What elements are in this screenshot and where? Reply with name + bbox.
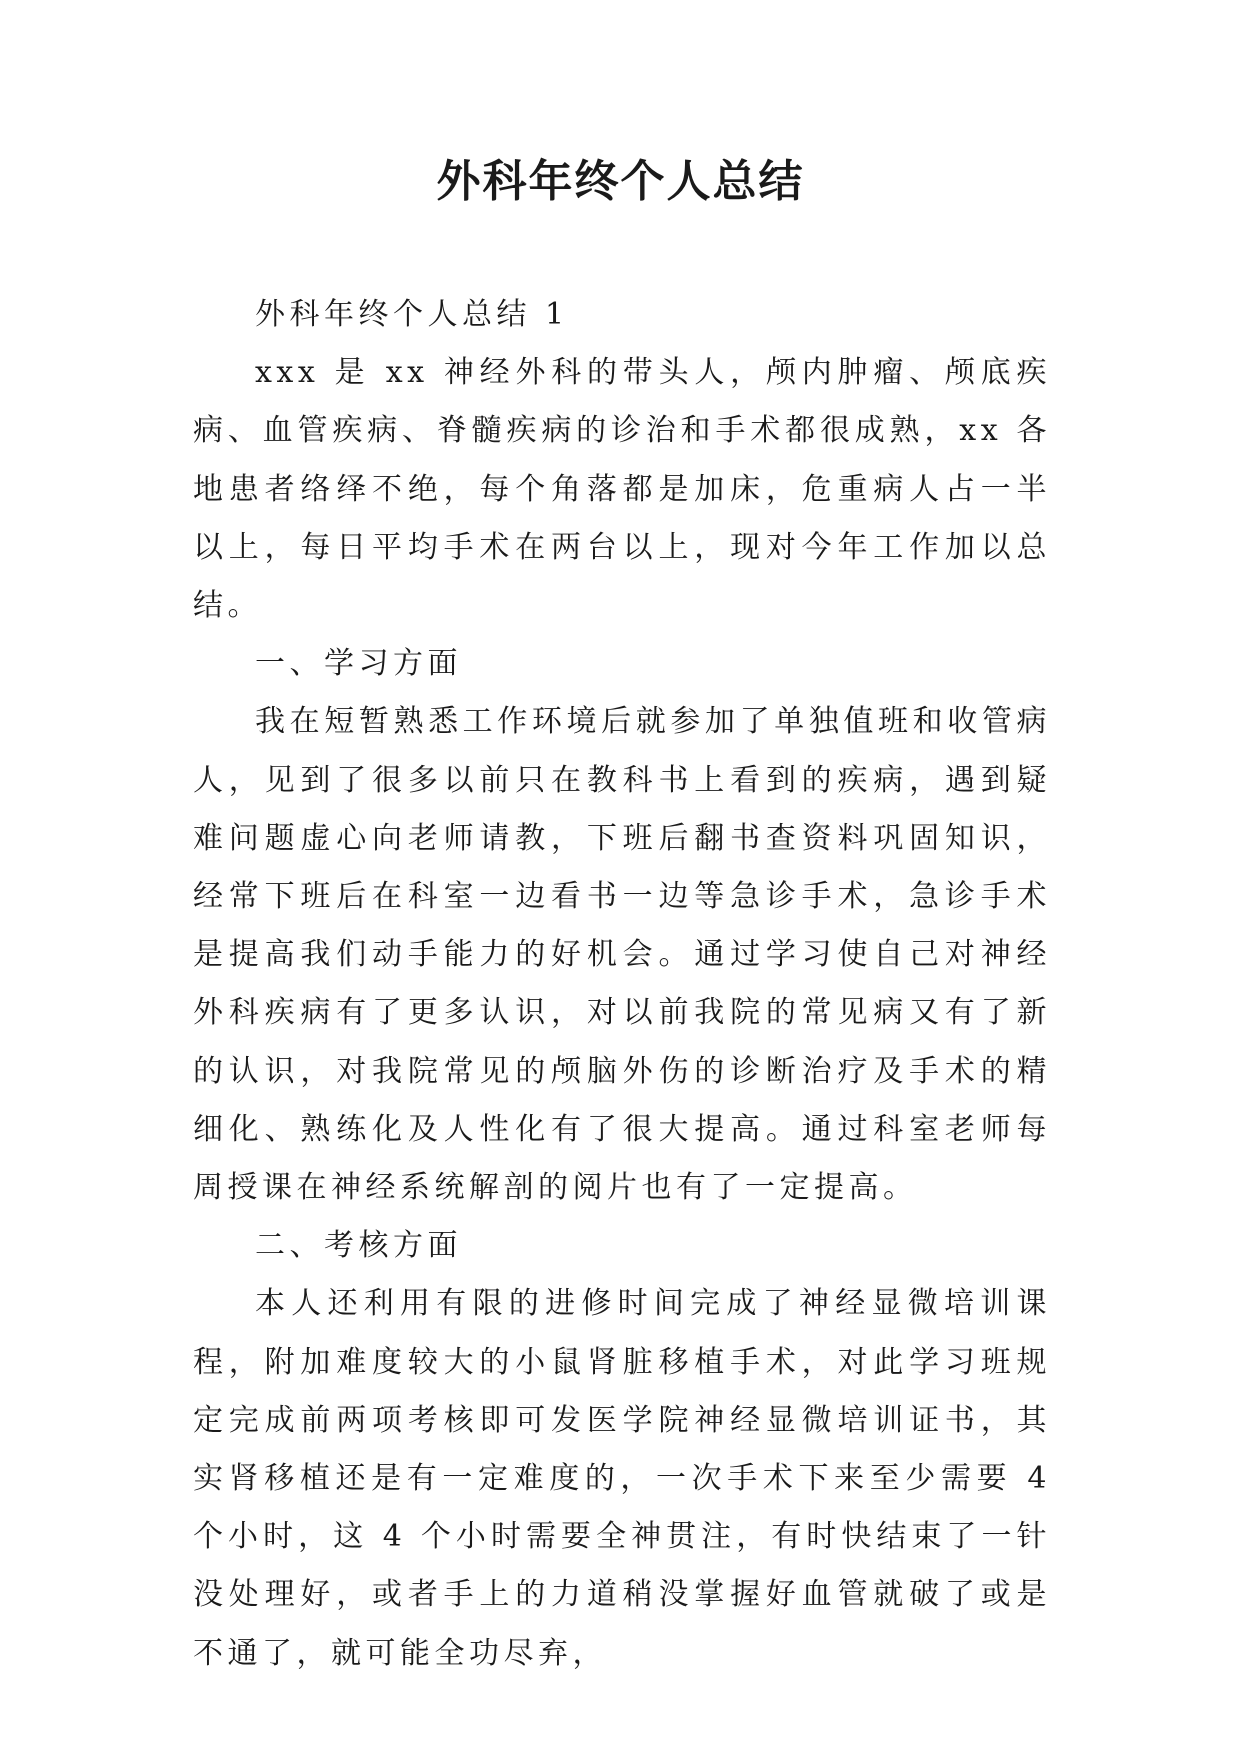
paragraph-subtitle: 外科年终个人总结 1 (255, 297, 569, 332)
document-title: 外科年终个人总结 (436, 156, 805, 207)
paragraph-assessment: 本人还利用有限的进修时间完成了神经显微培训课程，附加难度较大的小鼠肾脏移植手术，对此学习班规定完成前两项考核即可发医学院神经显微培训证书，其实肾移植还是有一定难度的，一次手术下来至少需要 4 个小时，这 4 个小时需要全神贯注，有时快结束了一针没处理好，或者手上的力道稍没掌握好血管就破了或是不通了，就可能全功尽弃， (193, 1286, 1051, 1671)
paragraph-study: 我在短暂熟悉工作环境后就参加了单独值班和收管病人，见到了很多以前只在教科书上看到的疾病，遇到疑难问题虚心向老师请教，下班后翻书查资料巩固知识，经常下班后在科室一边看书一边等急诊手术，急诊手术是提高我们动手能力的好机会。通过学习使自己对神经外科疾病有了更多认识，对以前我院的常见病又有了新的认识，对我院常见的颅脑外伤的诊断治疗及手术的精细化、熟练化及人性化有了很大提高。通过科室老师每周授课在神经系统解剖的阅片也有了一定提高。 (193, 704, 1051, 1206)
section-heading-study: 一、学习方面 (255, 646, 462, 682)
document-body (193, 286, 1051, 1683)
section-heading-assessment: 二、考核方面 (255, 1228, 462, 1264)
paragraph-intro: xxx 是 xx 神经外科的带头人，颅内肿瘤、颅底疾病、血管疾病、脊髓疾病的诊治和手术都很成熟，xx 各地患者络绎不绝，每个角落都是加床，危重病人占一半以上，每日平均手术在两台以上，现对今年工作加以总结。 (193, 355, 1051, 624)
